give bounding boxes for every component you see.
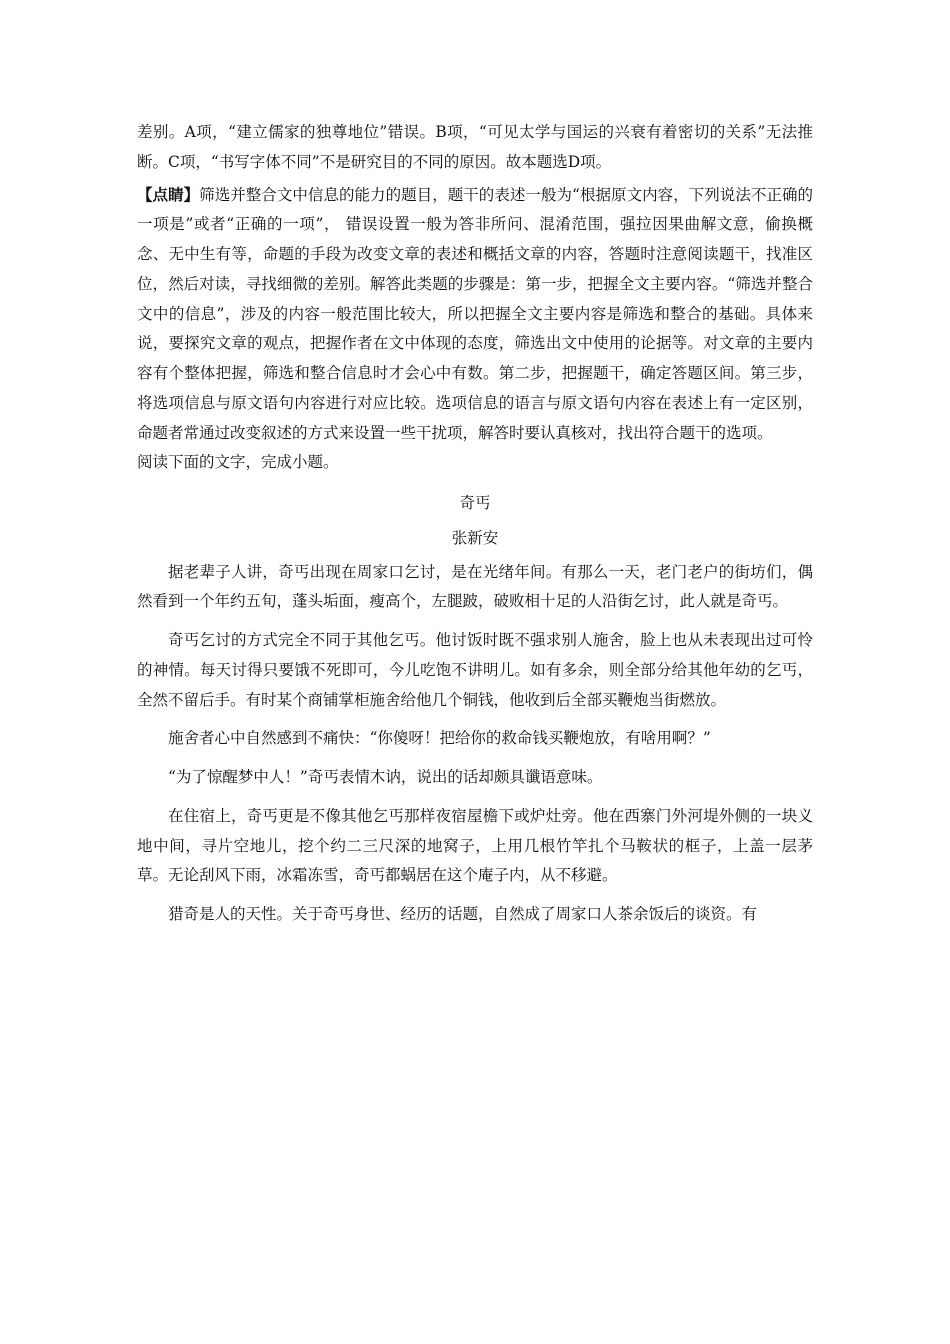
answer-explanation: 差别。A项，“建立儒家的独尊地位”错误。B项，“可见太学与国运的兴衰有着密切的关系”无法推断。C项，“书写字体不同”不是研究目的不同的原因。故本题选D项。 (137, 123, 813, 171)
story-paragraph: 奇丐乞讨的方式完全不同于其他乞丐。他讨饭时既不强求别人施舍，脸上也从未表现出过可怜的神情。每天讨得只要饿不死即可，今儿吃饱不讲明儿。如有多余，则全部分给其他年幼的乞丐，全然不留后手。有时某个商铺掌柜施舍给他几个铜钱，他收到后全部买鞭炮当街燃放。 (137, 631, 813, 709)
tip-paragraph (137, 180, 813, 449)
story-title: 奇丐 (459, 494, 491, 512)
story-paragraph: 据老辈子人讲，奇丐出现在周家口乞讨，是在光绪年间。有那么一天，老门老户的街坊们，偶然看到一个年约五旬，蓬头垢面，瘦高个，左腿跛，破败相十足的人沿街乞讨，此人就是奇丐。 (137, 562, 813, 611)
tip-text: 筛选并整合文中信息的能力的题目，题干的表述一般为“根据原文内容，下列说法不正确的一项是”或者“正确的一项”， 错误设置一般为答非所问、混淆范围，强拉因果曲解文意，偷换概念、无中生有等，命题的手段为改变文章的表述和概括文章的内容，答题时注意阅读题干，找准区位，然后对读，寻找细微的差别。解答此类题的步骤是：第一步，把握全文主要内容。“筛选并整合文中的信息”，涉及的内容一般范围比较大，所以把握全文主要内容是筛选和整合的基础。具体来说，要探究文章的观点，把握作者在文中体现的态度，筛选出文中使用的论据等。对文章的主要内容有个整体把握，筛选和整合信息时才会心中有数。第二步，把握题干，确定答题区间。第三步，将选项信息与原文语句内容进行对应比较。选项信息的语言与原文语句内容在表述上有一定区别，命题者常通过改变叙述的方式来设置一些干扰项，解答时要认真核对，找出符合题干的选项。 (137, 185, 813, 442)
story-paragraph: 猎奇是人的天性。关于奇丐身世、经历的话题，自然成了周家口人茶余饭后的谈资。有 (168, 905, 758, 923)
document-body (137, 118, 813, 930)
story-paragraph: 施舍者心中自然感到不痛快：“你傻呀！把给你的救命钱买鞭炮放，有啥用啊？” (168, 729, 711, 748)
story-paragraph: “为了惊醒梦中人！”奇丐表情木讷，说出的话却颇具谶语意味。 (168, 768, 603, 786)
tip-tag: 【点睛】 (137, 184, 200, 204)
story-paragraph: 在住宿上，奇丐更是不像其他乞丐那样夜宿屋檐下或炉灶旁。他在西寨门外河堤外侧的一块义地中间，寻片空地儿，挖个约二三尺深的地窝子，上用几根竹竿扎个马鞍状的框子，上盖一层茅草。无论刮风下雨，冰霜冻雪，奇丐都蜗居在这个庵子内，从不移避。 (137, 806, 813, 885)
story-author: 张新安 (451, 528, 499, 547)
reading-instruction: 阅读下面的文字，完成小题。 (137, 453, 339, 472)
